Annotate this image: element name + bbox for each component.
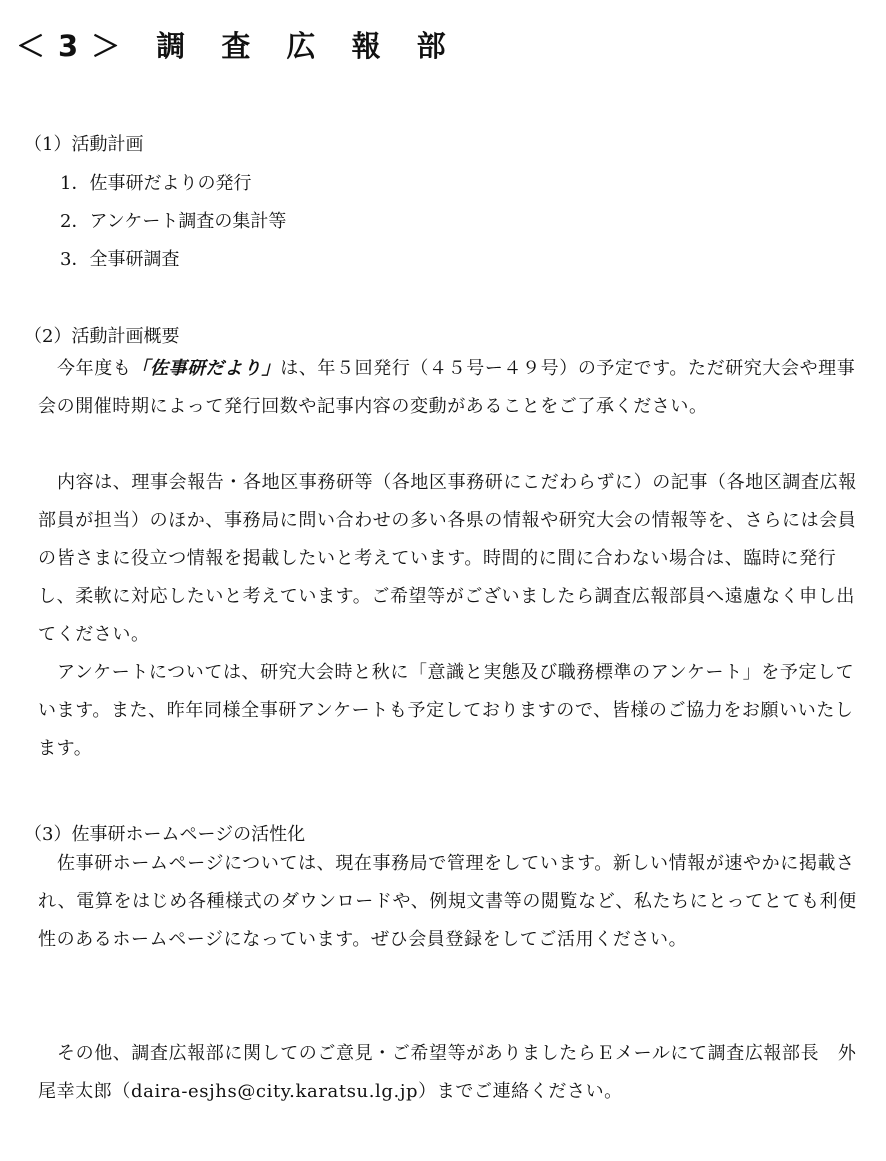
homepage-paragraph: 佐事研ホームページについては、現在事務局で管理をしています。新しい情報が速やかに掲載され、電算をはじめ各種様式のダウンロードや、例規文書等の閲覧など、私たちにとってとても利便性のあるホームページになっています。ぜひ会員登録をしてご活用ください。 [38,853,857,950]
plan-item-3: 3．全事研調査 [60,249,180,270]
overview-paragraph-3: アンケートについては、研究大会時と秋に「意識と実態及び職務標準のアンケート」を予定しています。また、昨年同様全事研アンケートも予定しておりますので、皆様のご協力をお願いいたします。 [38,662,855,759]
plan-item-2: 2．アンケート調査の集計等 [60,211,287,232]
newsletter-name: 「佐事研だより」 [131,358,281,379]
section-2-heading: （2）活動計画概要 [24,326,180,347]
overview-p1-lead: 今年度も [57,358,132,379]
closing-paragraph: その他、調査広報部に関してのご意見・ご希望等がありましたらＥメールにて調査広報部長 外尾幸太郎（daira-esjhs@city.karatsu.lg.jp）までご連絡ください。 [38,1043,857,1102]
overview-p1-rest: は、年５回発行（４５号ー４９号）の予定です。ただ研究大会や理事会の開催時期によって発行回数や記事内容の変動があることをご了承ください。 [38,358,856,417]
overview-paragraph-2: 内容は、理事会報告・各地区事務研等（各地区事務研にこだわらずに）の記事（各地区調査広報部員が担当）のほか、事務局に問い合わせの多い各県の情報や研究大会の情報等を、さらには会員の皆さまに役立つ情報を掲載したいと考えています。時間的に間に合わない場合は、臨時に発行し、柔軟に対応したいと考えています。ご希望等がございましたら調査広報部員へ遠慮なく申し出てください。 [38,472,857,645]
section-1-heading: （1）活動計画 [24,134,144,155]
section-3-heading: （3）佐事研ホームページの活性化 [24,824,306,845]
overview-paragraph-1 [38,350,868,426]
page-title: ＜3＞ 調 査 広 報 部 [16,29,459,63]
plan-item-1: 1．佐事研だよりの発行 [60,173,252,194]
